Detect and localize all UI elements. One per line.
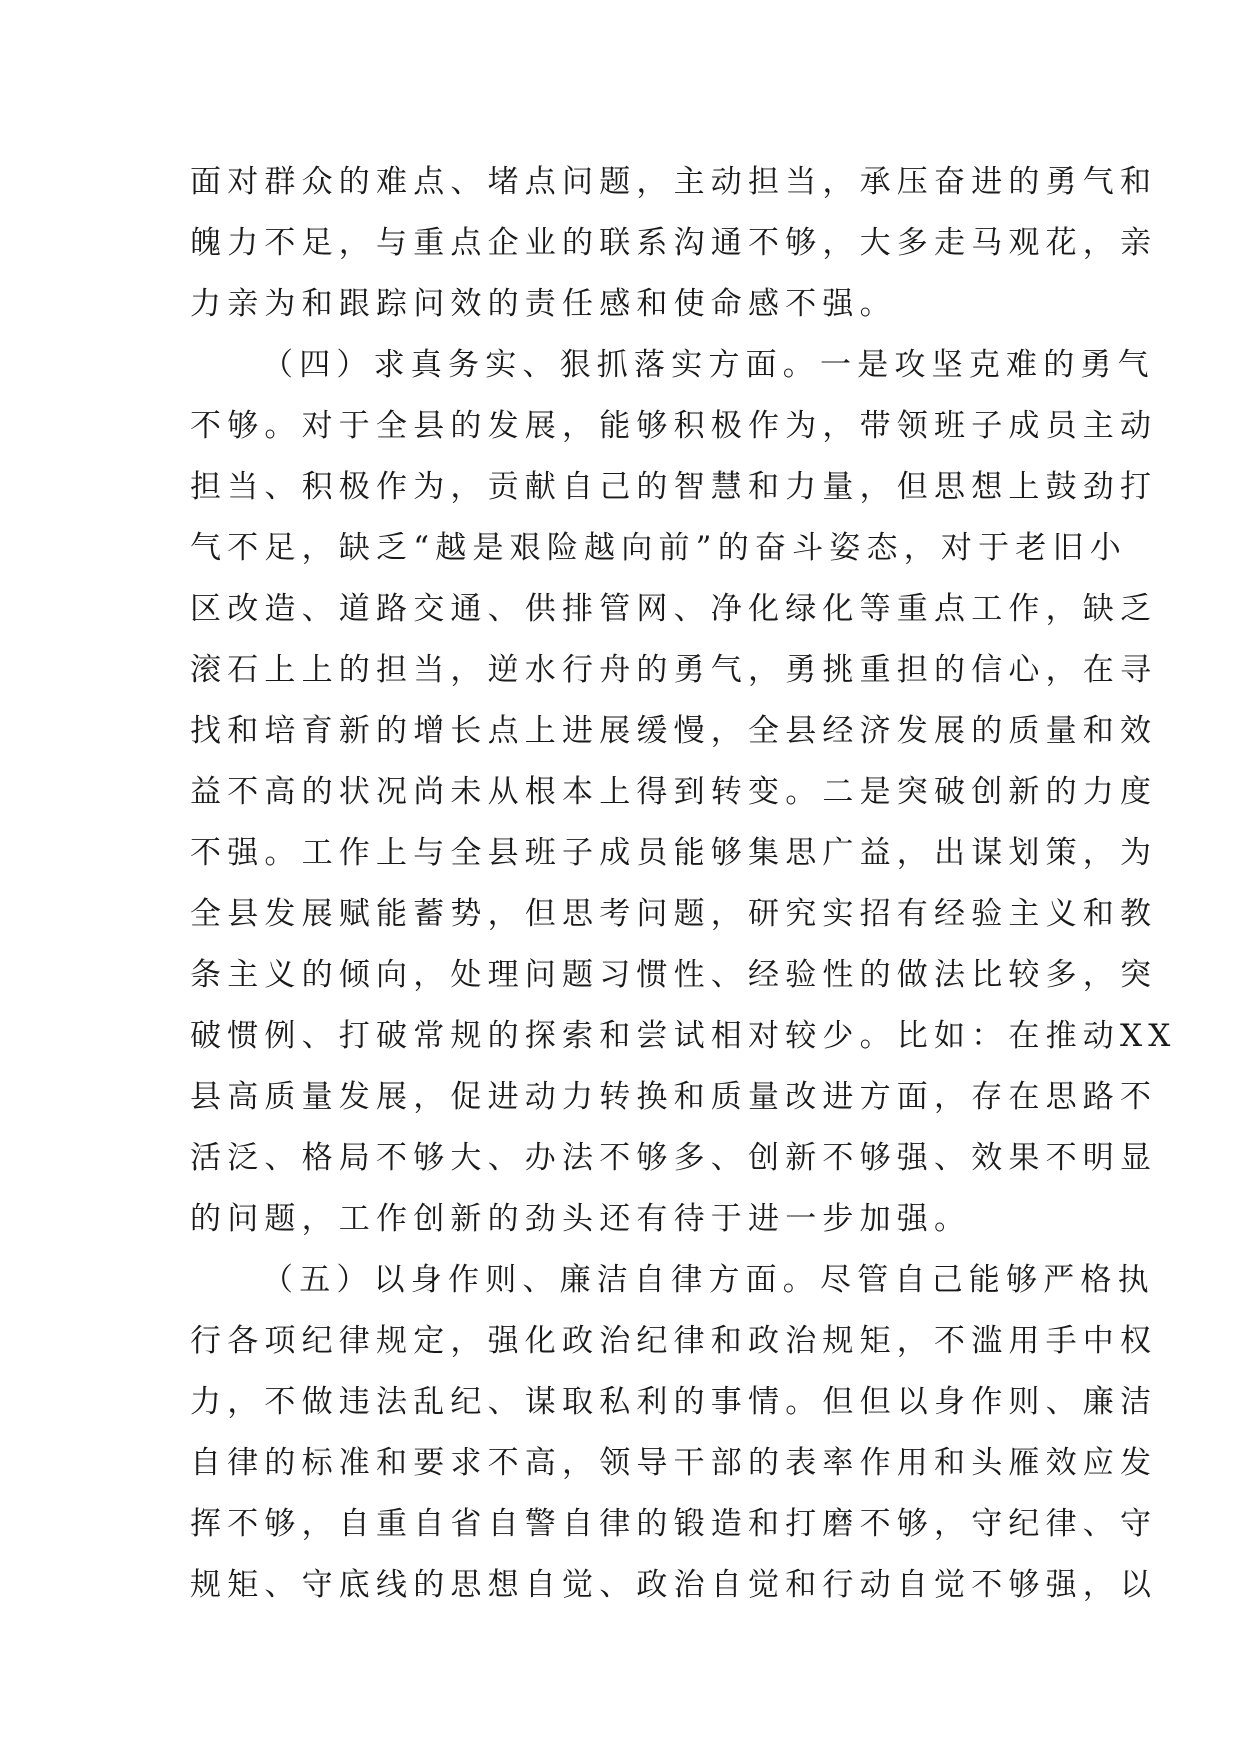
text-line: 挥不够，自重自省自警自律的锻造和打磨不够，守纪律、守 [190,1506,1158,1542]
text-line: 力，不做违法乱纪、谋取私利的事情。但但以身作则、廉洁 [190,1384,1158,1420]
text-line: 力亲为和跟踪问效的责任感和使命感不强。 [190,286,897,322]
text-line: 的问题，工作创新的劲头还有待于进一步加强。 [190,1201,972,1237]
text-line: 全县发展赋能蓄势，但思考问题，研究实招有经验主义和教 [190,896,1158,932]
section-five-heading-line: （五）以身作则、廉洁自律方面。尽管自己能够严格执 [262,1262,1155,1298]
text-line: 找和培育新的增长点上进展缓慢，全县经济发展的质量和效 [190,713,1158,749]
text-line: 滚石上上的担当，逆水行舟的勇气，勇挑重担的信心，在寻 [190,652,1158,688]
text-line: 气不足，缺乏“越是艰险越向前”的奋斗姿态，对于老旧小 [190,530,1127,566]
text-line: 条主义的倾向，处理问题习惯性、经验性的做法比较多，突 [190,957,1158,993]
text-line: 面对群众的难点、堵点问题，主动担当，承压奋进的勇气和 [190,164,1158,200]
text-line: 县高质量发展，促进动力转换和质量改进方面，存在思路不 [190,1079,1158,1115]
text-line: 担当、积极作为，贡献自己的智慧和力量，但思想上鼓劲打 [190,469,1158,505]
text-line: 破惯例、打破常规的探索和尝试相对较少。比如：在推动XX [190,1018,1177,1054]
text-line: 活泛、格局不够大、办法不够多、创新不够强、效果不明显 [190,1140,1158,1176]
text-line: 不强。工作上与全县班子成员能够集思广益，出谋划策，为 [190,835,1158,871]
body-text [190,152,1177,1616]
text-line: 自律的标准和要求不高，领导干部的表率作用和头雁效应发 [190,1445,1158,1481]
text-line: 益不高的状况尚未从根本上得到转变。二是突破创新的力度 [190,774,1158,810]
text-line: 区改造、道路交通、供排管网、净化绿化等重点工作，缺乏 [190,591,1158,627]
text-line: 行各项纪律规定，强化政治纪律和政治规矩，不滥用手中权 [190,1323,1158,1359]
text-line: 魄力不足，与重点企业的联系沟通不够，大多走马观花，亲 [190,225,1158,261]
text-line: 不够。对于全县的发展，能够积极作为，带领班子成员主动 [190,408,1158,444]
section-four-heading-line: （四）求真务实、狠抓落实方面。一是攻坚克难的勇气 [262,347,1155,383]
text-line: 规矩、守底线的思想自觉、政治自觉和行动自觉不够强，以 [190,1567,1158,1603]
